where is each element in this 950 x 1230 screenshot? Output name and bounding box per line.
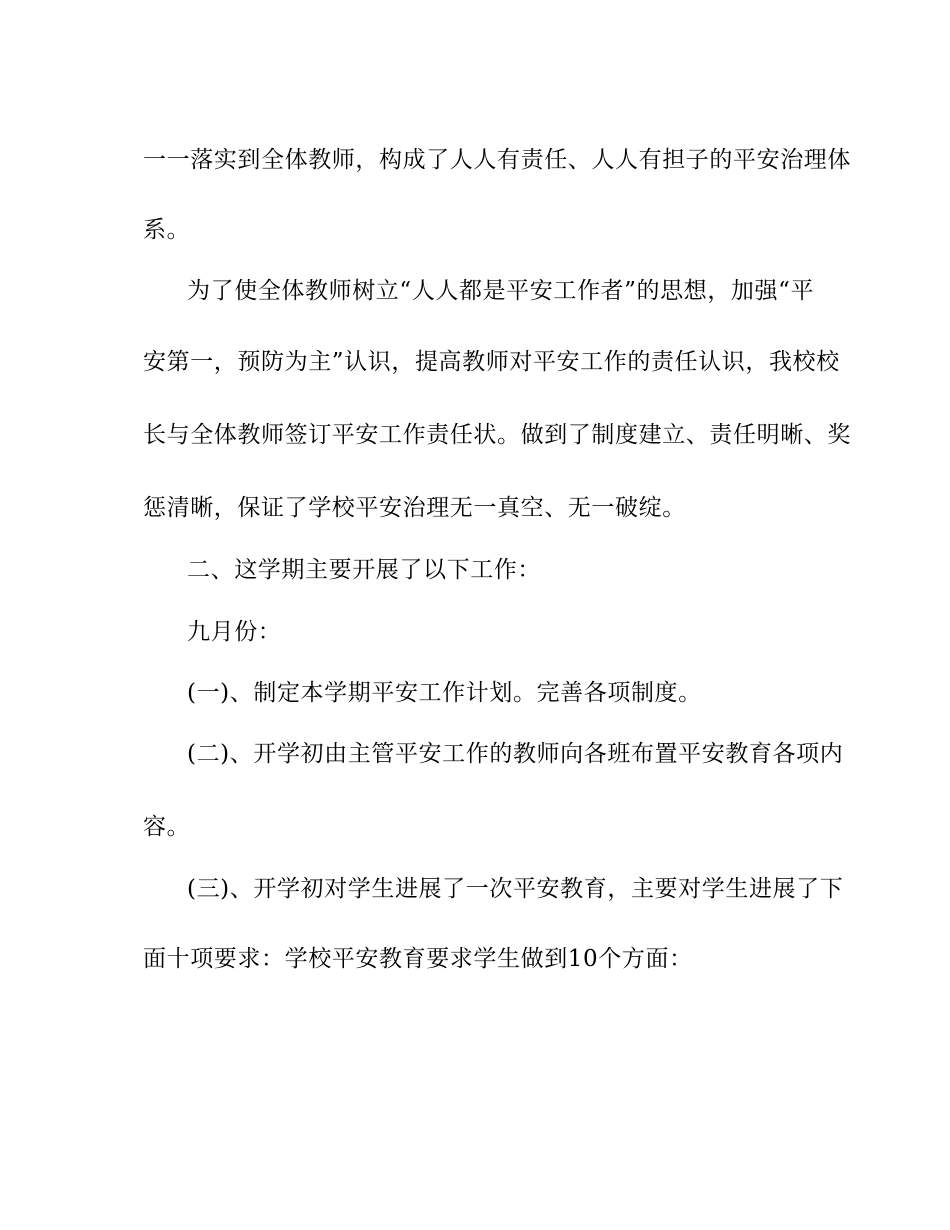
text-line: 惩清晰，保证了学校平安治理无一真空、无一破绽。 <box>143 495 686 521</box>
list-item: (三)、开学初对学生进展了一次平安教育，主要对学生进展了下 <box>187 876 844 902</box>
text-line: 面十项要求：学校平安教育要求学生做到10个方面： <box>143 946 693 972</box>
list-item: (一)、制定本学期平安工作计划。完善各项制度。 <box>187 680 702 706</box>
list-item: (二)、开学初由主管平安工作的教师向各班布置平安教育各项内 <box>187 741 844 767</box>
month-heading: 九月份： <box>187 619 282 645</box>
text-line: 长与全体教师签订平安工作责任状。做到了制度建立、责任明晰、奖 <box>143 422 851 448</box>
paragraph-line: 为了使全体教师树立“人人都是平安工作者”的思想，加强“平 <box>187 278 815 304</box>
text-line: 容。 <box>143 814 191 840</box>
text-line: 一一落实到全体教师，构成了人人有责任、人人有担子的平安治理体 <box>143 147 851 173</box>
text-line: 安第一，预防为主”认识，提高教师对平安工作的责任认识，我校校 <box>143 349 840 375</box>
section-heading: 二、这学期主要开展了以下工作： <box>187 557 541 583</box>
text-line: 系。 <box>143 217 191 243</box>
